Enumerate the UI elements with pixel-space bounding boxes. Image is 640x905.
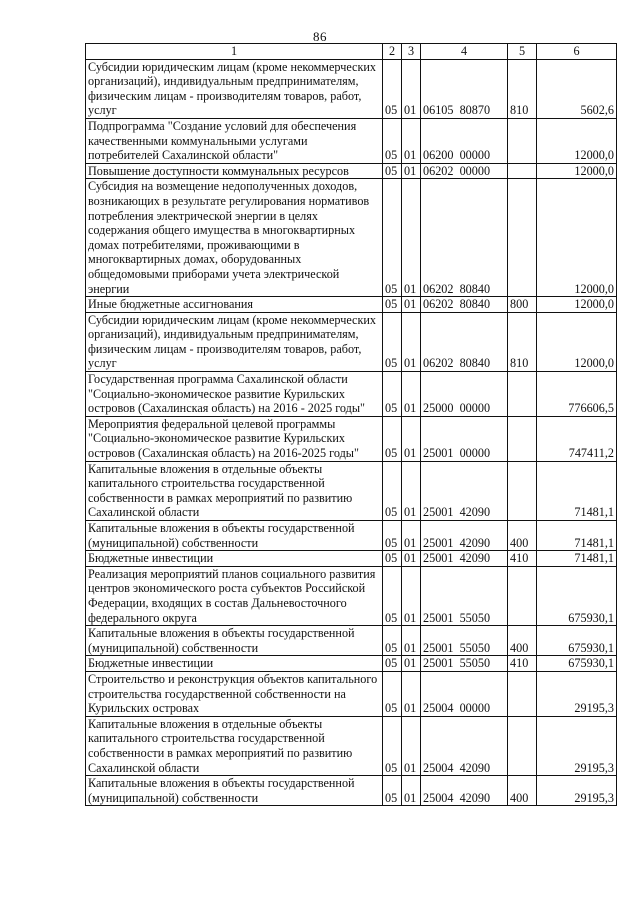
row-name-cell: Капитальные вложения в объекты государственной (муниципальной) собственности: [86, 626, 383, 656]
row-target-code-cell: 25001 42090: [421, 461, 508, 520]
header-col-2: 2: [383, 44, 402, 60]
row-section-cell: 05: [383, 776, 402, 806]
table-row: [86, 716, 617, 775]
row-target-code-cell: 06202 80840: [421, 179, 508, 297]
table-row: [86, 776, 617, 806]
row-subsection-cell: 01: [402, 776, 421, 806]
row-section-cell: 05: [383, 312, 402, 371]
header-col-6: 6: [537, 44, 617, 60]
row-expense-type-cell: [508, 716, 537, 775]
row-amount-cell: 71481,1: [537, 521, 617, 551]
row-name-cell: Государственная программа Сахалинской области "Социально-экономическое развитие Курильских островов (Сахалинская область) на 2016 - 2025 годы": [86, 372, 383, 417]
row-name-cell: Повышение доступности коммунальных ресурсов: [86, 163, 383, 179]
row-amount-cell: 12000,0: [537, 179, 617, 297]
row-amount-cell: 747411,2: [537, 416, 617, 461]
header-col-5: 5: [508, 44, 537, 60]
row-section-cell: 05: [383, 416, 402, 461]
row-subsection-cell: 01: [402, 179, 421, 297]
row-section-cell: 05: [383, 118, 402, 163]
row-subsection-cell: 01: [402, 312, 421, 371]
budget-table: [85, 43, 617, 806]
row-amount-cell: 12000,0: [537, 312, 617, 371]
row-expense-type-cell: 800: [508, 297, 537, 313]
row-expense-type-cell: [508, 566, 537, 625]
row-subsection-cell: 01: [402, 551, 421, 567]
row-subsection-cell: 01: [402, 566, 421, 625]
table-row: [86, 626, 617, 656]
header-col-4: 4: [421, 44, 508, 60]
row-expense-type-cell: [508, 416, 537, 461]
row-amount-cell: 776606,5: [537, 372, 617, 417]
row-name-cell: Субсидия на возмещение недополученных доходов, возникающих в результате регулирования нормативов потребления электрической энергии в целях содержания общего имущества в многоквартирных домах потребителями, проживающими в многоквартирных домах, оборудованных общедомовыми приборами учета электрической энергии: [86, 179, 383, 297]
row-section-cell: 05: [383, 671, 402, 716]
row-target-code-cell: 06202 80840: [421, 312, 508, 371]
header-col-1: 1: [86, 44, 383, 60]
row-expense-type-cell: 400: [508, 521, 537, 551]
row-name-cell: Реализация мероприятий планов социального развития центров экономического роста субъектов Российской Федерации, входящих в состав Дальневосточного федерального округа: [86, 566, 383, 625]
row-section-cell: 05: [383, 59, 402, 118]
row-section-cell: 05: [383, 566, 402, 625]
row-target-code-cell: 25001 42090: [421, 551, 508, 567]
table-row: [86, 566, 617, 625]
row-name-cell: Бюджетные инвестиции: [86, 656, 383, 672]
row-expense-type-cell: [508, 163, 537, 179]
row-amount-cell: 29195,3: [537, 671, 617, 716]
table-row: [86, 59, 617, 118]
row-expense-type-cell: [508, 118, 537, 163]
row-section-cell: 05: [383, 179, 402, 297]
row-name-cell: Капитальные вложения в объекты государственной (муниципальной) собственности: [86, 521, 383, 551]
row-expense-type-cell: [508, 372, 537, 417]
row-expense-type-cell: 810: [508, 312, 537, 371]
table-row: [86, 312, 617, 371]
row-target-code-cell: 25001 42090: [421, 521, 508, 551]
row-subsection-cell: 01: [402, 416, 421, 461]
row-expense-type-cell: 400: [508, 626, 537, 656]
row-amount-cell: 71481,1: [537, 551, 617, 567]
row-name-cell: Субсидии юридическим лицам (кроме некоммерческих организаций), индивидуальным предпринимателям, физическим лицам - производителям товаров, работ, услуг: [86, 312, 383, 371]
table-row: [86, 521, 617, 551]
row-subsection-cell: 01: [402, 118, 421, 163]
row-expense-type-cell: 410: [508, 656, 537, 672]
row-target-code-cell: 06202 00000: [421, 163, 508, 179]
table-row: [86, 297, 617, 313]
row-amount-cell: 12000,0: [537, 297, 617, 313]
row-name-cell: Иные бюджетные ассигнования: [86, 297, 383, 313]
row-section-cell: 05: [383, 521, 402, 551]
row-subsection-cell: 01: [402, 716, 421, 775]
row-amount-cell: 5602,6: [537, 59, 617, 118]
row-section-cell: 05: [383, 163, 402, 179]
row-amount-cell: 12000,0: [537, 163, 617, 179]
row-subsection-cell: 01: [402, 461, 421, 520]
table-row: [86, 551, 617, 567]
row-expense-type-cell: 810: [508, 59, 537, 118]
table-row: [86, 656, 617, 672]
row-section-cell: 05: [383, 372, 402, 417]
header-col-3: 3: [402, 44, 421, 60]
row-target-code-cell: 25000 00000: [421, 372, 508, 417]
row-target-code-cell: 25001 55050: [421, 626, 508, 656]
header-row: [86, 44, 617, 60]
row-target-code-cell: 06105 80870: [421, 59, 508, 118]
table-row: [86, 372, 617, 417]
row-section-cell: 05: [383, 716, 402, 775]
row-name-cell: Капитальные вложения в отдельные объекты капитального строительства государственной собственности в рамках мероприятий по развитию Сахалинской области: [86, 716, 383, 775]
row-section-cell: 05: [383, 656, 402, 672]
row-name-cell: Капитальные вложения в объекты государственной (муниципальной) собственности: [86, 776, 383, 806]
table-row: [86, 671, 617, 716]
row-target-code-cell: 25001 55050: [421, 656, 508, 672]
row-target-code-cell: 25001 55050: [421, 566, 508, 625]
row-amount-cell: 675930,1: [537, 626, 617, 656]
row-subsection-cell: 01: [402, 656, 421, 672]
row-subsection-cell: 01: [402, 671, 421, 716]
row-subsection-cell: 01: [402, 297, 421, 313]
row-target-code-cell: 25004 42090: [421, 776, 508, 806]
table-row: [86, 118, 617, 163]
row-amount-cell: 675930,1: [537, 656, 617, 672]
row-amount-cell: 29195,3: [537, 776, 617, 806]
row-expense-type-cell: 400: [508, 776, 537, 806]
row-section-cell: 05: [383, 297, 402, 313]
row-expense-type-cell: [508, 671, 537, 716]
row-subsection-cell: 01: [402, 372, 421, 417]
row-expense-type-cell: 410: [508, 551, 537, 567]
row-section-cell: 05: [383, 626, 402, 656]
row-subsection-cell: 01: [402, 163, 421, 179]
row-expense-type-cell: [508, 179, 537, 297]
row-name-cell: Капитальные вложения в отдельные объекты капитального строительства государственной собственности в рамках мероприятий по развитию Сахалинской области: [86, 461, 383, 520]
row-target-code-cell: 25001 00000: [421, 416, 508, 461]
table-row: [86, 179, 617, 297]
row-target-code-cell: 25004 42090: [421, 716, 508, 775]
row-subsection-cell: 01: [402, 59, 421, 118]
row-subsection-cell: 01: [402, 521, 421, 551]
row-amount-cell: 29195,3: [537, 716, 617, 775]
table-row: [86, 163, 617, 179]
row-target-code-cell: 25004 00000: [421, 671, 508, 716]
row-target-code-cell: 06200 00000: [421, 118, 508, 163]
row-name-cell: Подпрограмма "Создание условий для обеспечения качественными коммунальными услугами потребителей Сахалинской области": [86, 118, 383, 163]
row-amount-cell: 12000,0: [537, 118, 617, 163]
row-name-cell: Строительство и реконструкция объектов капитального строительства государственной собственности на Курильских островах: [86, 671, 383, 716]
row-name-cell: Субсидии юридическим лицам (кроме некоммерческих организаций), индивидуальным предпринимателям, физическим лицам - производителям товаров, работ, услуг: [86, 59, 383, 118]
row-expense-type-cell: [508, 461, 537, 520]
row-amount-cell: 675930,1: [537, 566, 617, 625]
row-name-cell: Бюджетные инвестиции: [86, 551, 383, 567]
page-number: 86: [313, 29, 327, 44]
row-section-cell: 05: [383, 551, 402, 567]
table-row: [86, 416, 617, 461]
row-subsection-cell: 01: [402, 626, 421, 656]
row-target-code-cell: 06202 80840: [421, 297, 508, 313]
row-name-cell: Мероприятия федеральной целевой программы "Социально-экономическое развитие Курильских островов (Сахалинская область) на 2016-2025 годы": [86, 416, 383, 461]
row-amount-cell: 71481,1: [537, 461, 617, 520]
table-row: [86, 461, 617, 520]
row-section-cell: 05: [383, 461, 402, 520]
